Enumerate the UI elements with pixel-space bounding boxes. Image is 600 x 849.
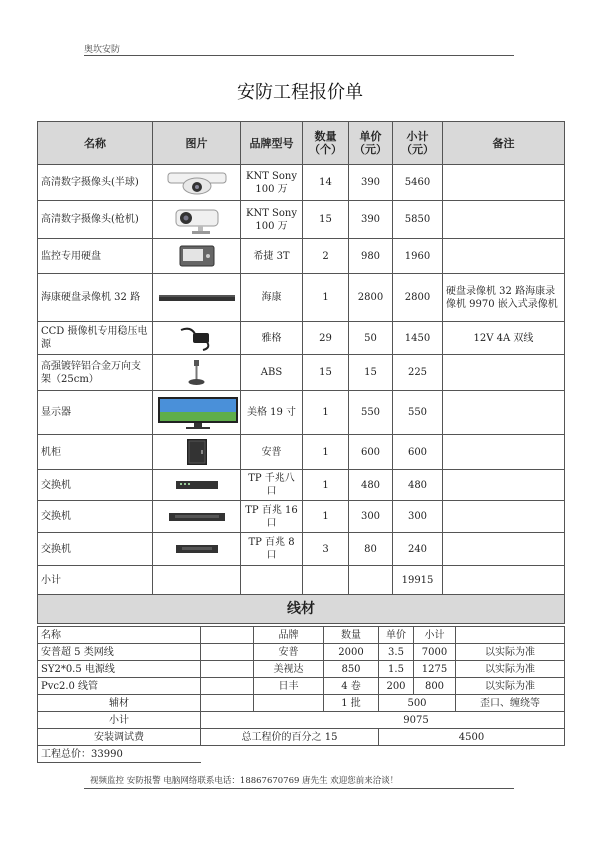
item-brand: TP 千兆八口 <box>241 470 303 501</box>
cable-subtotal-row <box>38 712 565 729</box>
table-row <box>38 201 565 239</box>
cable-name: 安普超 5 类网线 <box>38 644 201 661</box>
table-header <box>38 122 565 165</box>
cable-name: Pvc2.0 线管 <box>38 678 201 695</box>
item-name: 海康硬盘录像机 32 路 <box>38 274 153 322</box>
cable-header-subtotal: 小计 <box>414 627 456 644</box>
cable-price: 200 <box>379 678 414 695</box>
cable-subtotal: 1275 <box>414 661 456 678</box>
page-title: 安防工程报价单 <box>237 82 363 103</box>
item-subtotal: 550 <box>393 391 443 435</box>
item-qty: 1 <box>303 435 349 470</box>
item-qty: 1 <box>303 501 349 533</box>
cable-subtotal-value: 9075 <box>201 712 565 729</box>
table-row <box>38 533 565 566</box>
item-name: 监控专用硬盘 <box>38 239 153 274</box>
item-qty: 2 <box>303 239 349 274</box>
item-price: 550 <box>349 391 393 435</box>
cable-row <box>38 644 565 661</box>
empty-cell <box>303 566 349 595</box>
item-price: 390 <box>349 201 393 239</box>
item-price: 2800 <box>349 274 393 322</box>
table-row <box>38 435 565 470</box>
item-note <box>443 501 565 533</box>
total-text: 工程总价：33990 <box>38 746 201 763</box>
cable-qty: 4 卷 <box>324 678 379 695</box>
monitor-icon <box>153 391 241 435</box>
item-price: 390 <box>349 165 393 201</box>
item-qty: 1 <box>303 391 349 435</box>
empty-cell <box>201 746 565 763</box>
cable-header-price: 单价 <box>379 627 414 644</box>
cable-price: 3.5 <box>379 644 414 661</box>
table-row <box>38 501 565 533</box>
aux-price: 500 <box>379 695 456 712</box>
empty-cell <box>456 627 565 644</box>
cable-table <box>37 626 565 763</box>
install-value: 4500 <box>379 729 565 746</box>
bracket-icon <box>153 355 241 391</box>
install-row <box>38 729 565 746</box>
item-brand: 雅格 <box>241 322 303 355</box>
item-name: 高清数字摄像头(枪机) <box>38 201 153 239</box>
item-note <box>443 201 565 239</box>
cable-header-qty: 数量 <box>324 627 379 644</box>
item-name: 机柜 <box>38 435 153 470</box>
aux-note: 歪口、缠绕等 <box>456 695 565 712</box>
switch-icon <box>153 501 241 533</box>
item-qty: 1 <box>303 274 349 322</box>
item-name: 交换机 <box>38 533 153 566</box>
empty-cell <box>201 627 254 644</box>
header-brand: 品牌型号 <box>241 122 303 165</box>
item-name: 交换机 <box>38 501 153 533</box>
item-price: 80 <box>349 533 393 566</box>
empty-cell <box>201 695 254 712</box>
item-subtotal: 225 <box>393 355 443 391</box>
table-row <box>38 165 565 201</box>
equipment-table <box>37 121 565 624</box>
item-subtotal: 2800 <box>393 274 443 322</box>
company-header: 奥坎安防 <box>84 45 121 55</box>
item-subtotal: 1450 <box>393 322 443 355</box>
dvr-recorder-icon <box>153 274 241 322</box>
item-brand: TP 百兆 16 口 <box>241 501 303 533</box>
power-adapter-icon <box>153 322 241 355</box>
cable-price: 1.5 <box>379 661 414 678</box>
header-image: 图片 <box>153 122 241 165</box>
table-row <box>38 355 565 391</box>
header-divider <box>84 55 514 56</box>
item-brand: ABS <box>241 355 303 391</box>
item-note <box>443 355 565 391</box>
item-subtotal: 480 <box>393 470 443 501</box>
cable-brand: 美视达 <box>254 661 324 678</box>
install-label: 安装调试费 <box>38 729 201 746</box>
item-name: 交换机 <box>38 470 153 501</box>
item-price: 600 <box>349 435 393 470</box>
header-name: 名称 <box>38 122 153 165</box>
item-name: 高清数字摄像头(半球) <box>38 165 153 201</box>
item-price: 480 <box>349 470 393 501</box>
item-note: 硬盘录像机 32 路海康录像机 9970 嵌入式录像机 <box>443 274 565 322</box>
dome-camera-icon <box>153 165 241 201</box>
item-subtotal: 300 <box>393 501 443 533</box>
item-price: 980 <box>349 239 393 274</box>
aux-qty: 1 批 <box>324 695 379 712</box>
switch-icon <box>153 533 241 566</box>
item-note: 12V 4A 双线 <box>443 322 565 355</box>
cable-header-brand: 品牌 <box>254 627 324 644</box>
item-subtotal: 5850 <box>393 201 443 239</box>
table-row <box>38 274 565 322</box>
item-subtotal: 5460 <box>393 165 443 201</box>
footer-contact: 视频监控 安防报警 电脑网络联系电话：18867670769 唐先生 欢迎您前来洽谈！ <box>90 776 399 786</box>
table-row <box>38 322 565 355</box>
item-note <box>443 391 565 435</box>
subtotal-value: 19915 <box>393 566 443 595</box>
item-price: 300 <box>349 501 393 533</box>
table-row <box>38 391 565 435</box>
item-brand: KNT Sony 100 万 <box>241 201 303 239</box>
item-qty: 15 <box>303 201 349 239</box>
item-name: 高强镀锌铝合金万向支架（25cm） <box>38 355 153 391</box>
item-qty: 15 <box>303 355 349 391</box>
bullet-camera-icon <box>153 201 241 239</box>
item-note <box>443 435 565 470</box>
empty-cell <box>201 678 254 695</box>
item-note <box>443 470 565 501</box>
empty-cell <box>201 661 254 678</box>
empty-cell <box>201 644 254 661</box>
item-brand: 希捷 3T <box>241 239 303 274</box>
item-name: 显示器 <box>38 391 153 435</box>
subtotal-row <box>38 566 565 595</box>
cabinet-icon <box>153 435 241 470</box>
item-name: CCD 摄像机专用稳压电源 <box>38 322 153 355</box>
aux-name: 辅材 <box>38 695 201 712</box>
item-note <box>443 239 565 274</box>
item-subtotal: 600 <box>393 435 443 470</box>
install-desc: 总工程价的百分之 15 <box>201 729 379 746</box>
item-brand: 海康 <box>241 274 303 322</box>
empty-cell <box>153 566 241 595</box>
total-row <box>38 746 565 763</box>
item-subtotal: 240 <box>393 533 443 566</box>
footer-divider <box>84 788 514 789</box>
item-qty: 14 <box>303 165 349 201</box>
empty-cell <box>443 566 565 595</box>
cable-subtotal: 7000 <box>414 644 456 661</box>
cable-header-name: 名称 <box>38 627 201 644</box>
item-note <box>443 533 565 566</box>
item-price: 15 <box>349 355 393 391</box>
item-qty: 3 <box>303 533 349 566</box>
item-brand: KNT Sony 100 万 <box>241 165 303 201</box>
item-qty: 29 <box>303 322 349 355</box>
cable-name: SY2*0.5 电源线 <box>38 661 201 678</box>
cable-qty: 2000 <box>324 644 379 661</box>
cable-brand: 日丰 <box>254 678 324 695</box>
switch-icon <box>153 470 241 501</box>
cable-row <box>38 678 565 695</box>
empty-cell <box>254 695 324 712</box>
hard-disk-icon <box>153 239 241 274</box>
item-brand: 安普 <box>241 435 303 470</box>
section-header <box>38 595 565 624</box>
section-title: 线材 <box>38 595 565 624</box>
header-subtotal: 小计 （元） <box>393 122 443 165</box>
item-brand: 美格 19 寸 <box>241 391 303 435</box>
item-brand: TP 百兆 8 口 <box>241 533 303 566</box>
item-subtotal: 1960 <box>393 239 443 274</box>
cable-brand: 安普 <box>254 644 324 661</box>
subtotal-label: 小计 <box>38 566 153 595</box>
table-row <box>38 239 565 274</box>
cable-header <box>38 627 565 644</box>
item-qty: 1 <box>303 470 349 501</box>
aux-row <box>38 695 565 712</box>
cable-note: 以实际为准 <box>456 678 565 695</box>
empty-cell <box>241 566 303 595</box>
empty-cell <box>349 566 393 595</box>
cable-note: 以实际为准 <box>456 661 565 678</box>
cable-subtotal: 800 <box>414 678 456 695</box>
item-price: 50 <box>349 322 393 355</box>
cable-row <box>38 661 565 678</box>
header-price: 单价 （元） <box>349 122 393 165</box>
header-note: 备注 <box>443 122 565 165</box>
header-qty: 数量 （个） <box>303 122 349 165</box>
table-row <box>38 470 565 501</box>
cable-qty: 850 <box>324 661 379 678</box>
item-note <box>443 165 565 201</box>
cable-note: 以实际为准 <box>456 644 565 661</box>
cable-subtotal-label: 小计 <box>38 712 201 729</box>
